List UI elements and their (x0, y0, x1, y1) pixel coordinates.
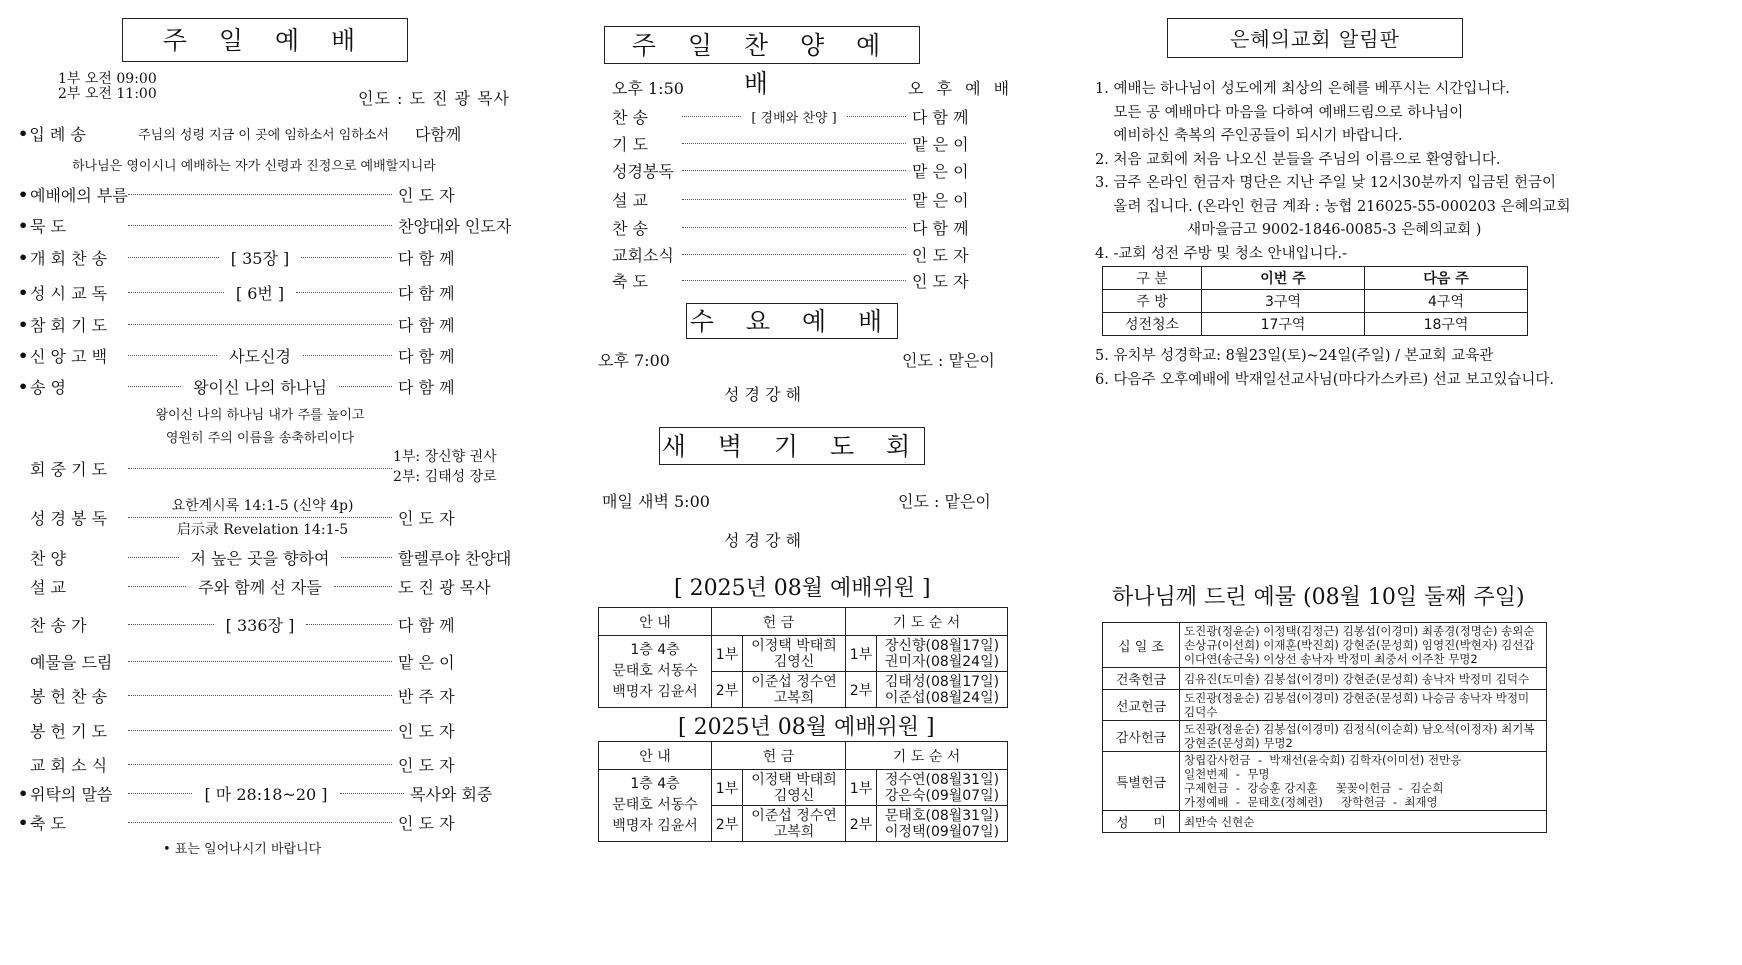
sunday-leader: 인도 : 도 진 광 목사 (358, 89, 511, 108)
announcement-line: 1. 예배는 하나님이 성도에게 최상의 은혜를 베푸시는 시간입니다. (1095, 81, 1510, 97)
donor-line: 김유진(도미솔) 김봉섭(이경미) 강현준(문성희) 송낙자 박정미 김덕수 (1184, 671, 1530, 686)
order-item-detail: 저 높은 곳을 향하여 (190, 548, 330, 568)
order-item-label: 설 교 (30, 577, 66, 597)
offering-names: 이준섭 정수연 고복희 (743, 672, 846, 708)
afternoon-services-column (598, 0, 1135, 965)
sunday-order-item (18, 344, 498, 366)
reading-ref-chinese: 启示录 Revelation 14:1-5 (176, 522, 349, 538)
sunday-order-item (18, 684, 498, 706)
leader-dots (340, 793, 404, 794)
order-item-role: 반 주 자 (398, 686, 455, 706)
announcement-line: 예비하신 축복의 주인공들이 되시기 바랍니다. (1095, 128, 1403, 144)
leader-dots (682, 280, 906, 281)
schedule-cell: 17구역 (1202, 313, 1365, 336)
dawn-prayer-title: 새 벽 기 도 회 (659, 427, 925, 465)
sunday-order-item (18, 546, 512, 568)
leader-dots (682, 199, 906, 200)
prayer-name: 권미자(08월24일) (884, 653, 1000, 670)
offering-donors (1180, 721, 1547, 752)
leader-dots (682, 227, 906, 228)
leader-dots (128, 661, 392, 662)
offering-donors (1180, 690, 1547, 721)
sunday-worship-title: 주 일 예 배 (122, 18, 408, 62)
offering-part: 2부 (712, 672, 743, 708)
praise-time: 오후 1:50 (612, 79, 684, 98)
schedule-cell: 4구역 (1365, 290, 1528, 313)
leader-dots (128, 324, 392, 325)
announcements-column (1095, 0, 1742, 965)
stand-marker: • (18, 215, 29, 235)
order-item-role: 다 함 께 (398, 248, 455, 268)
prayer-names (877, 636, 1008, 672)
order-item-label: 찬 양 (30, 548, 66, 568)
sunday-order-item (18, 214, 512, 236)
praise-item-role: 인 도 자 (912, 245, 969, 265)
order-item-detail: 왕이신 나의 하나님 (193, 377, 327, 397)
praise-item-label: 찬 송 (612, 107, 648, 127)
sunday-order-item (18, 375, 498, 397)
order-item-role: 맡 은 이 (398, 652, 455, 672)
donor-line: 도진광(정윤순) 김봉섭(이경미) 김정식(이순희) 남오석(이정자) 최기복 (1184, 722, 1535, 736)
order-item-label: 개 회 찬 송 (30, 248, 108, 268)
dawn-time: 매일 새벽 5:00 (602, 492, 710, 511)
donor-line: 이다연(송근욱) 이상선 송낙자 박정미 최중서 이주찬 무명2 (1184, 652, 1478, 666)
order-item-role: 다 함 께 (398, 315, 455, 335)
schedule-cell: 18구역 (1365, 313, 1528, 336)
stand-marker: • (18, 812, 29, 832)
order-item-detail: 사도신경 (229, 346, 291, 366)
leader-dots (341, 557, 392, 558)
prayer-names (877, 770, 1008, 806)
leader-dots (128, 194, 392, 195)
stand-marker: • (18, 184, 29, 204)
offering-names: 이정택 박태희 김영신 (743, 770, 846, 806)
guide-line: 백명자 김윤서 (612, 818, 698, 834)
leader-dots (128, 257, 219, 258)
leader-dots (128, 586, 186, 587)
guide-line: 1층 4층 (630, 642, 680, 658)
order-item-detail: [ 336장 ] (225, 615, 295, 635)
schedule-header-next-week: 다음 주 (1365, 267, 1528, 290)
sunday-order-item (18, 753, 498, 775)
praise-item-label: 찬 송 (612, 218, 648, 238)
leader-dots (301, 257, 392, 258)
leader-dots (128, 557, 179, 558)
praise-order-item (612, 106, 992, 126)
offering-category: 감사헌금 (1103, 721, 1180, 752)
offering-category: 특별헌금 (1103, 752, 1180, 811)
offerings-table (1102, 622, 1547, 833)
wednesday-content: 성 경 강 해 (724, 385, 802, 404)
announcement-board-title: 은혜의교회 알림판 (1167, 18, 1463, 58)
order-item-label: 교 회 소 식 (30, 755, 108, 775)
leader-dots (128, 624, 214, 625)
order-item-detail: 주님의 성령 지금 이 곳에 임하소서 임하소서 (138, 127, 389, 143)
stand-marker: • (18, 783, 29, 803)
order-item-role: 인 도 자 (398, 721, 455, 741)
leader-dots (128, 386, 181, 387)
praise-item-detail: [ 경배와 찬양 ] (751, 110, 837, 126)
prayer-names (877, 806, 1008, 842)
stand-marker: • (18, 376, 29, 396)
announcement-line: 2. 처음 교회에 처음 나오신 분들을 주님의 이름으로 환영합니다. (1095, 151, 1501, 168)
praise-item-label: 성경봉독 (612, 161, 674, 181)
guide-line: 백명자 김윤서 (612, 684, 698, 700)
prayer-name: 이정택(09월07일) (884, 823, 1000, 840)
leader-dots (682, 143, 906, 144)
order-item-role: 목사와 회중 (410, 784, 493, 804)
announcement-list-continued (1095, 344, 1554, 392)
scripture-reading-refs (140, 494, 385, 542)
announcement-line: 새마을금고 9002-1846-0085-3 은혜의교회 ) (1095, 222, 1482, 238)
offering-part: 2부 (712, 806, 743, 842)
praise-worship-title: 주 일 찬 양 예 배 (604, 26, 920, 64)
order-item-role: 인 도 자 (398, 755, 455, 775)
leader-dots (128, 695, 392, 696)
order-item-role: 인 도 자 (398, 508, 455, 528)
donor-line: 가정예배 - 문태호(정혜련) 장학헌금 - 최재영 (1184, 795, 1438, 809)
leader-dots (334, 586, 392, 587)
order-item-detail: [ 마 28:18~20 ] (204, 784, 328, 804)
leader-dots (339, 386, 392, 387)
stand-marker: • (18, 314, 29, 334)
praise-item-label: 기 도 (612, 134, 648, 154)
sunday-order-item (18, 313, 498, 335)
order-item-label: 성 경 봉 독 (30, 508, 108, 528)
committee-guides (599, 770, 712, 842)
offering-category: 건축헌금 (1103, 668, 1180, 690)
order-item-role: 다 함 께 (398, 346, 455, 366)
order-item-label: 입 례 송 (29, 124, 86, 144)
order-item-label: 회 중 기 도 (30, 459, 108, 479)
order-item-label: 송 영 (30, 377, 66, 397)
donor-line: 구제헌금 - 강승훈 강지훈 꽃꽂이헌금 - 김순희 (1184, 781, 1444, 795)
cleaning-schedule-table (1102, 266, 1528, 336)
stand-marker: • (18, 345, 29, 365)
offering-part: 1부 (712, 770, 743, 806)
committee-header-guide: 안 내 (599, 742, 712, 770)
service-times (58, 72, 157, 102)
praise-item-label: 교회소식 (612, 245, 674, 265)
sunday-order-item (18, 719, 498, 741)
order-item-label: 묵 도 (30, 216, 66, 236)
sunday-order-item (18, 281, 498, 303)
announcement-line: 올려 집니다. (온라인 헌금 계좌 : 농협 216025-55-000203 은혜의교회 (1095, 198, 1571, 215)
order-item-label: 성 시 교 독 (30, 283, 108, 303)
leader-dots (128, 225, 392, 226)
offering-names: 이준섭 정수연 고복희 (743, 806, 846, 842)
praise-item-role: 맡 은 이 (912, 190, 969, 210)
doxology-line-1: 왕이신 나의 하나님 내가 주를 높이고 (155, 408, 365, 423)
offering-category: 성 미 (1103, 811, 1180, 833)
reading-ref-korean: 요한계시록 14:1-5 (신약 4p) (171, 498, 354, 514)
leader-dots (128, 355, 217, 356)
order-item-detail: [ 6번 ] (235, 283, 285, 303)
praise-order-item (612, 189, 992, 209)
sunday-order-item (18, 183, 498, 205)
praise-right-head: 오 후 예 배 (908, 79, 1014, 98)
prayer-leader-1: 1부: 장신향 권사 (393, 449, 497, 465)
dawn-content: 성 경 강 해 (724, 531, 802, 550)
wednesday-title: 수 요 예 배 (686, 303, 898, 339)
praise-item-label: 축 도 (612, 271, 648, 291)
doxology-line-2: 영원히 주의 이름을 송축하리이다 (165, 431, 355, 446)
announcement-line: 모든 공 예배마다 마음을 다하여 예배드림으로 하나님이 (1095, 104, 1464, 121)
guide-line: 1층 4층 (630, 776, 680, 792)
guide-line: 문태호 서동수 (612, 663, 698, 679)
stand-marker: • (18, 123, 29, 143)
committee-header-offering: 헌 금 (712, 608, 846, 636)
praise-order-item (612, 160, 992, 180)
committee-table (598, 607, 1008, 708)
leader-dots (128, 730, 392, 731)
praise-order-item (612, 217, 992, 237)
offering-donors (1180, 668, 1547, 690)
donor-line: 김덕수 (1184, 705, 1218, 719)
praise-item-role: 맡 은 이 (912, 161, 969, 181)
donor-line: 창립감사헌금 - 박재선(윤숙희) 김학자(이미선) 전만응 (1184, 753, 1462, 767)
donor-line: 일천번제 - 무명 (1184, 767, 1270, 781)
announcement-line: 3. 금주 온라인 헌금자 명단은 지난 주일 낮 12시30분까지 입금된 헌금이 (1095, 175, 1557, 191)
offering-donors (1180, 811, 1547, 833)
schedule-header-this-week: 이번 주 (1202, 267, 1365, 290)
intro-scripture-note: 하나님은 영이시니 예배하는 자가 신령과 진정으로 예배할지니라 (72, 159, 436, 174)
leader-dots (682, 116, 741, 117)
sunday-order-item (18, 122, 498, 144)
order-item-role: 도 진 광 목사 (398, 577, 491, 597)
offering-donors (1180, 752, 1547, 811)
schedule-cell: 주 방 (1103, 290, 1202, 313)
wednesday-time: 오후 7:00 (598, 351, 670, 370)
congregational-prayer-leaders (393, 447, 497, 487)
praise-item-role: 맡 은 이 (912, 134, 969, 154)
committee-header-prayer: 기 도 순 서 (846, 742, 1008, 770)
donor-line: 강현준(문성희) 무명2 (1184, 736, 1293, 750)
stand-marker: • (18, 282, 29, 302)
order-item-label: 예배에의 부름 (30, 185, 128, 205)
praise-order-item (612, 270, 992, 290)
committee-title-1: [ 2025년 08월 예배위원 ] (674, 576, 931, 601)
praise-item-role: 다 함 께 (912, 218, 969, 238)
order-item-role: 할렐루야 찬양대 (398, 548, 512, 568)
announcement-line: 4. -교회 성전 주방 및 청소 안내입니다.- (1095, 245, 1347, 262)
sunday-order-item (18, 650, 498, 672)
service-time-2: 2부 오전 11:00 (58, 86, 157, 102)
leader-dots (128, 793, 192, 794)
order-item-label: 봉 헌 찬 송 (30, 686, 108, 706)
order-item-label: 참 회 기 도 (30, 315, 108, 335)
announcement-list (1095, 78, 1571, 266)
leader-dots (306, 624, 392, 625)
leader-dots (847, 116, 906, 117)
prayer-part: 1부 (846, 636, 877, 672)
order-item-role: 다 함 께 (398, 283, 455, 303)
offering-category: 선교헌금 (1103, 690, 1180, 721)
order-item-label: 찬 송 가 (30, 615, 87, 635)
prayer-part: 1부 (846, 770, 877, 806)
stand-marker: • (18, 247, 29, 267)
prayer-name: 정수연(08월31일) (884, 771, 1000, 788)
guide-line: 문태호 서동수 (612, 797, 698, 813)
order-item-detail: [ 35장 ] (230, 248, 290, 268)
order-item-role: 다 함 께 (398, 615, 455, 635)
offering-donors (1180, 623, 1547, 668)
prayer-part: 2부 (846, 672, 877, 708)
service-time-1: 1부 오전 09:00 (58, 71, 157, 87)
praise-item-role: 다 함 께 (912, 107, 969, 127)
leader-dots (303, 355, 392, 356)
committee-table (598, 741, 1008, 842)
order-item-role: 다함께 (414, 124, 462, 144)
leader-dots (128, 468, 392, 469)
leader-dots (682, 170, 906, 171)
offerings-title: 하나님께 드린 예물 (08월 10일 둘째 주일) (1112, 585, 1525, 610)
schedule-cell: 성전청소 (1103, 313, 1202, 336)
leader-dots (682, 254, 906, 255)
prayer-name: 문태호(08월31일) (884, 807, 1000, 824)
praise-order-item (612, 133, 992, 153)
committee-title-2: [ 2025년 08월 예배위원 ] (678, 715, 935, 740)
order-item-label: 신 앙 고 백 (30, 346, 108, 366)
committee-header-offering: 헌 금 (712, 742, 846, 770)
committee-header-guide: 안 내 (599, 608, 712, 636)
sunday-order-item (18, 575, 498, 597)
praise-item-role: 인 도 자 (912, 271, 969, 291)
order-item-label: 위탁의 말씀 (30, 784, 113, 804)
prayer-name: 김태성(08월17일) (884, 673, 1000, 690)
schedule-cell: 3구역 (1202, 290, 1365, 313)
standing-note: • 표는 일어나시기 바랍니다 (163, 842, 322, 857)
prayer-leader-2: 2부: 김태성 장로 (393, 469, 497, 485)
order-item-label: 축 도 (30, 813, 66, 833)
announcement-item-6: 6. 다음주 오후예배에 박재일선교사님(마다가스카르) 선교 보고있습니다. (1095, 372, 1555, 388)
sunday-order-item (18, 782, 498, 804)
order-item-role: 찬양대와 인도자 (398, 216, 512, 236)
doxology-lyrics (140, 404, 380, 450)
leader-dots (296, 292, 392, 293)
wednesday-leader: 인도 : 맡은이 (902, 351, 995, 370)
order-item-detail: 주와 함께 선 자들 (198, 577, 322, 597)
praise-item-label: 설 교 (612, 190, 648, 210)
donor-line: 손상규(이선희) 이재훈(박진희) 강현준(문성희) 임영진(박현자) 김선갑 (1184, 638, 1535, 652)
leader-dots (128, 822, 392, 823)
donor-line: 도진광(정윤순) 이정택(김정근) 김봉섭(이경미) 최종경(정명순) 송외순 (1184, 624, 1535, 638)
praise-order-item (612, 244, 992, 264)
prayer-name: 이준섭(08월24일) (884, 689, 1000, 706)
leader-dots (128, 764, 392, 765)
offering-category: 십 일 조 (1103, 623, 1180, 668)
sunday-worship-column (0, 0, 560, 965)
donor-line: 최만숙 신현순 (1184, 814, 1255, 829)
donor-line: 도진광(정윤순) 김봉섭(이경미) 강현준(문성희) 나승금 송낙자 박정미 (1184, 691, 1530, 705)
committee-header-prayer: 기 도 순 서 (846, 608, 1008, 636)
sunday-order-item (18, 246, 498, 268)
order-item-label: 봉 헌 기 도 (30, 721, 108, 741)
prayer-name: 장신향(08월17일) (884, 637, 1000, 654)
order-item-label: 예물을 드림 (30, 652, 113, 672)
dawn-leader: 인도 : 맡은이 (898, 492, 991, 511)
prayer-names (877, 672, 1008, 708)
order-item-role: 인 도 자 (398, 813, 455, 833)
order-item-role: 다 함 께 (398, 377, 455, 397)
announcement-item-5: 5. 유치부 성경학교: 8월23일(토)~24일(주일) / 본교회 교육관 (1095, 348, 1494, 364)
schedule-header-category: 구 분 (1103, 267, 1202, 290)
order-item-role: 인 도 자 (398, 185, 455, 205)
offering-part: 1부 (712, 636, 743, 672)
sunday-order-item (18, 811, 498, 833)
committee-guides (599, 636, 712, 708)
offering-names: 이정택 박태희 김영신 (743, 636, 846, 672)
sunday-order-item (18, 613, 498, 635)
prayer-part: 2부 (846, 806, 877, 842)
leader-dots (128, 292, 224, 293)
prayer-name: 강은숙(09월07일) (884, 787, 1000, 804)
